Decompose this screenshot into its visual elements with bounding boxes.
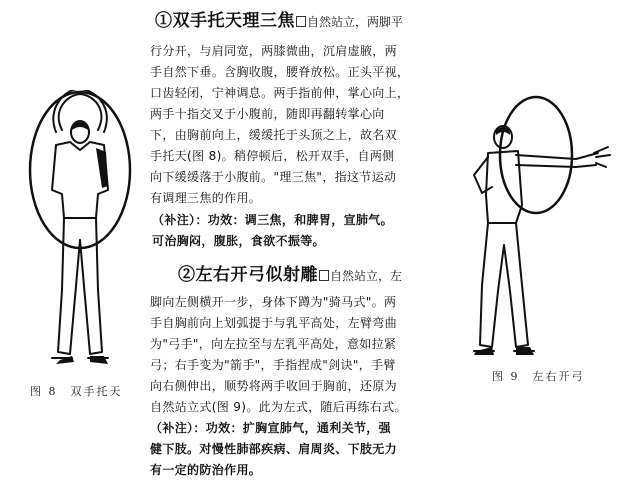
- section-2-line: 脚向左侧横开一步，身体下蹲为"骑马式"。两: [150, 295, 397, 309]
- section-1-line: 手自然下垂。含胸收腹，腰脊放松。正头平视，: [150, 65, 410, 79]
- section-1-line: 行分开，与肩同宽，两膝微曲，沉肩虚腋，两: [150, 44, 398, 58]
- section-1-note: 可治胸闷，腹胀，食欲不振等。: [152, 234, 325, 248]
- section-1-line: 向下缓缓落于小腹前。"理三焦"，指这节运动: [150, 170, 397, 184]
- figure-8-illustration: [12, 90, 147, 380]
- section-2-heading: ②左右开弓似射雕: [178, 265, 318, 285]
- figure-9-illustration: [458, 95, 618, 365]
- placeholder-box-icon: [296, 16, 306, 27]
- section-1-title: [155, 6, 403, 31]
- placeholder-box-icon: [319, 270, 329, 281]
- section-1-heading: ①双手托天理三焦: [155, 11, 295, 31]
- section-1-line: 两手十指交叉于小腹前，随即再翻转掌心向: [150, 107, 385, 121]
- section-2-line: 为"弓手"，向左拉至与左乳平高处，意如拉紧: [150, 337, 397, 351]
- figure-9-caption: 图 9 左右开弓: [492, 370, 585, 383]
- section-2-line: 向右侧伸出，顺势将两手收回于胸前，还原为: [150, 379, 398, 393]
- section-2-title: [178, 260, 402, 285]
- section-2-line: 弓；右手变为"箭手"，手指捏成"剑诀"，手臂: [150, 358, 396, 372]
- section-2-note: 有一定的防治作用。: [150, 463, 262, 477]
- section-2-note: （补注）：功效：扩胸宣肺气，通利关节，强: [150, 421, 392, 435]
- section-1-line: 手托天(图 8)。稍停顿后，松开双手，自两侧: [150, 149, 395, 163]
- section-2-line: 手自胸前向上划弧提于与乳平高处，左臂弯曲: [150, 316, 398, 330]
- section-1-line: 有调理三焦的作用。: [150, 191, 262, 205]
- section-1-note: （补注）：功效：调三焦，和脾胃，宣肺气。: [152, 213, 394, 227]
- section-1-line: 口齿轻闭，宁神调息。两手指前伸，掌心向上，: [150, 86, 410, 100]
- section-2-lead: 自然站立，左: [330, 269, 403, 283]
- section-1-line: 下，由胸前向上，缓缓托于头顶之上，故名双: [150, 128, 398, 142]
- section-1-lead: 自然站立，两脚平: [307, 15, 404, 29]
- figure-8-caption: 图 8 双手托天: [30, 385, 123, 398]
- section-2-note: 健下肢。对慢性肺部疾病、肩周炎、下肢无力: [150, 442, 398, 456]
- section-2-line: 自然站立式(图 9)。此为左式，随后再练右式。: [150, 400, 407, 414]
